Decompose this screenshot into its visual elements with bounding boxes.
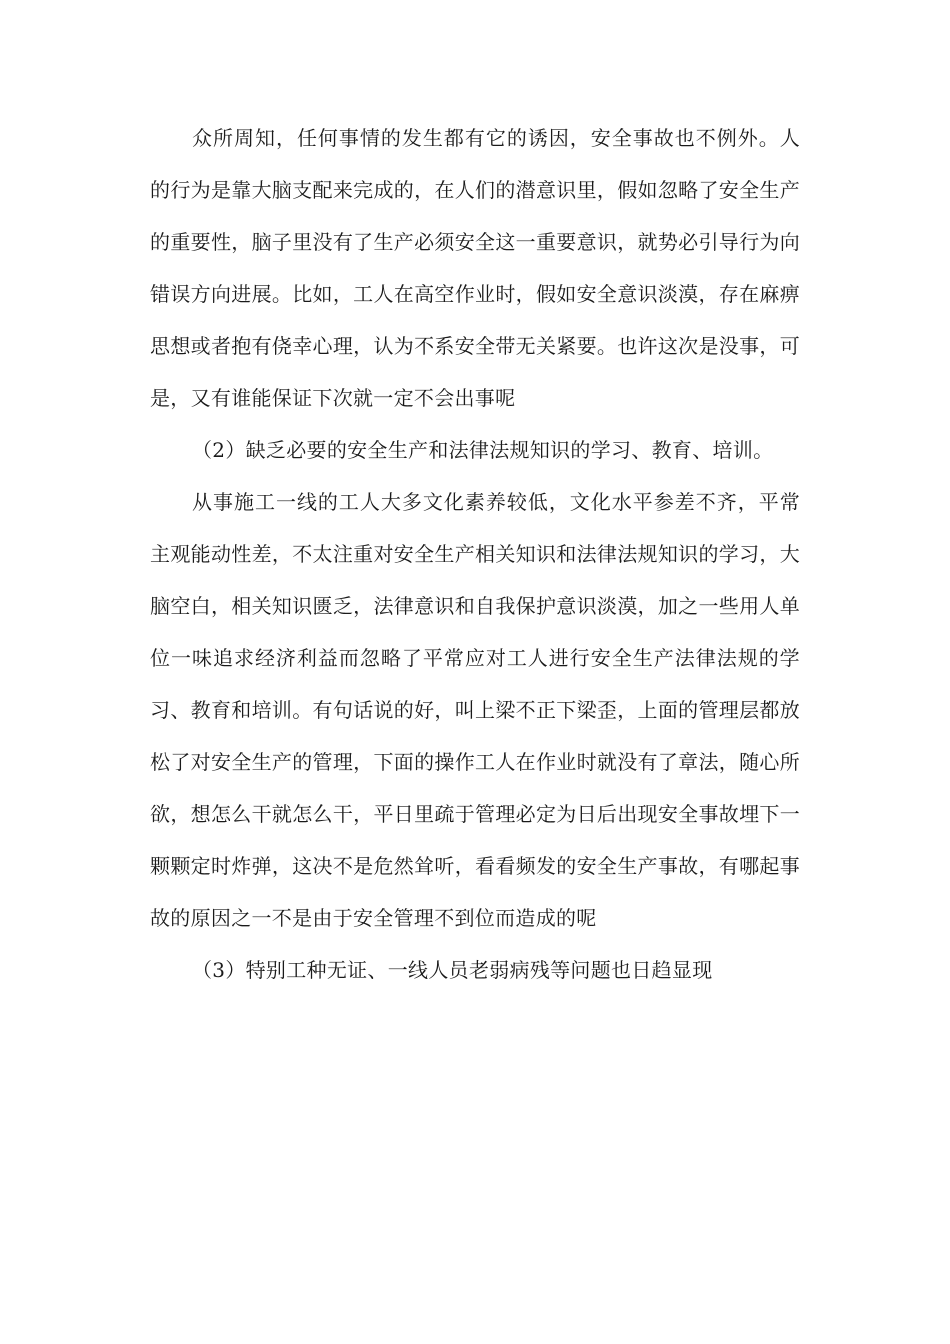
section-heading-3: （3）特别工种无证、一线人员老弱病残等问题也日趋显现 [192,958,713,982]
paragraph-accident-causes: 众所周知，任何事情的发生都有它的诱因，安全事故也不例外。人的行为是靠大脑支配来完成的，在人们的潜意识里，假如忽略了安全生产的重要性，脑子里没有了生产必须安全这一重要意识，就势必引导行为向错误方向进展。比如，工人在高空作业时，假如安全意识淡漠，存在麻痹思想或者抱有侥幸心理，认为不系安全带无关紧要。也许这次是没事，可是，又有谁能保证下次就一定不会出事呢 [150,126,800,410]
document-body [150,112,800,996]
section-heading-2: （2）缺乏必要的安全生产和法律法规知识的学习、教育、培训。 [192,438,774,462]
paragraph-training-deficiency: 从事施工一线的工人大多文化素养较低，文化水平参差不齐，平常主观能动性差，不太注重对安全生产相关知识和法律法规知识的学习，大脑空白，相关知识匮乏，法律意识和自我保护意识淡漠，加之一些用人单位一味追求经济利益而忽略了平常应对工人进行安全生产法律法规的学习、教育和培训。有句话说的好，叫上梁不正下梁歪，上面的管理层都放松了对安全生产的管理，下面的操作工人在作业时就没有了章法，随心所欲，想怎么干就怎么干，平日里疏于管理必定为日后出现安全事故埋下一颗颗定时炸弹，这决不是危然耸听，看看频发的安全生产事故，有哪起事故的原因之一不是由于安全管理不到位而造成的呢 [150,490,800,930]
